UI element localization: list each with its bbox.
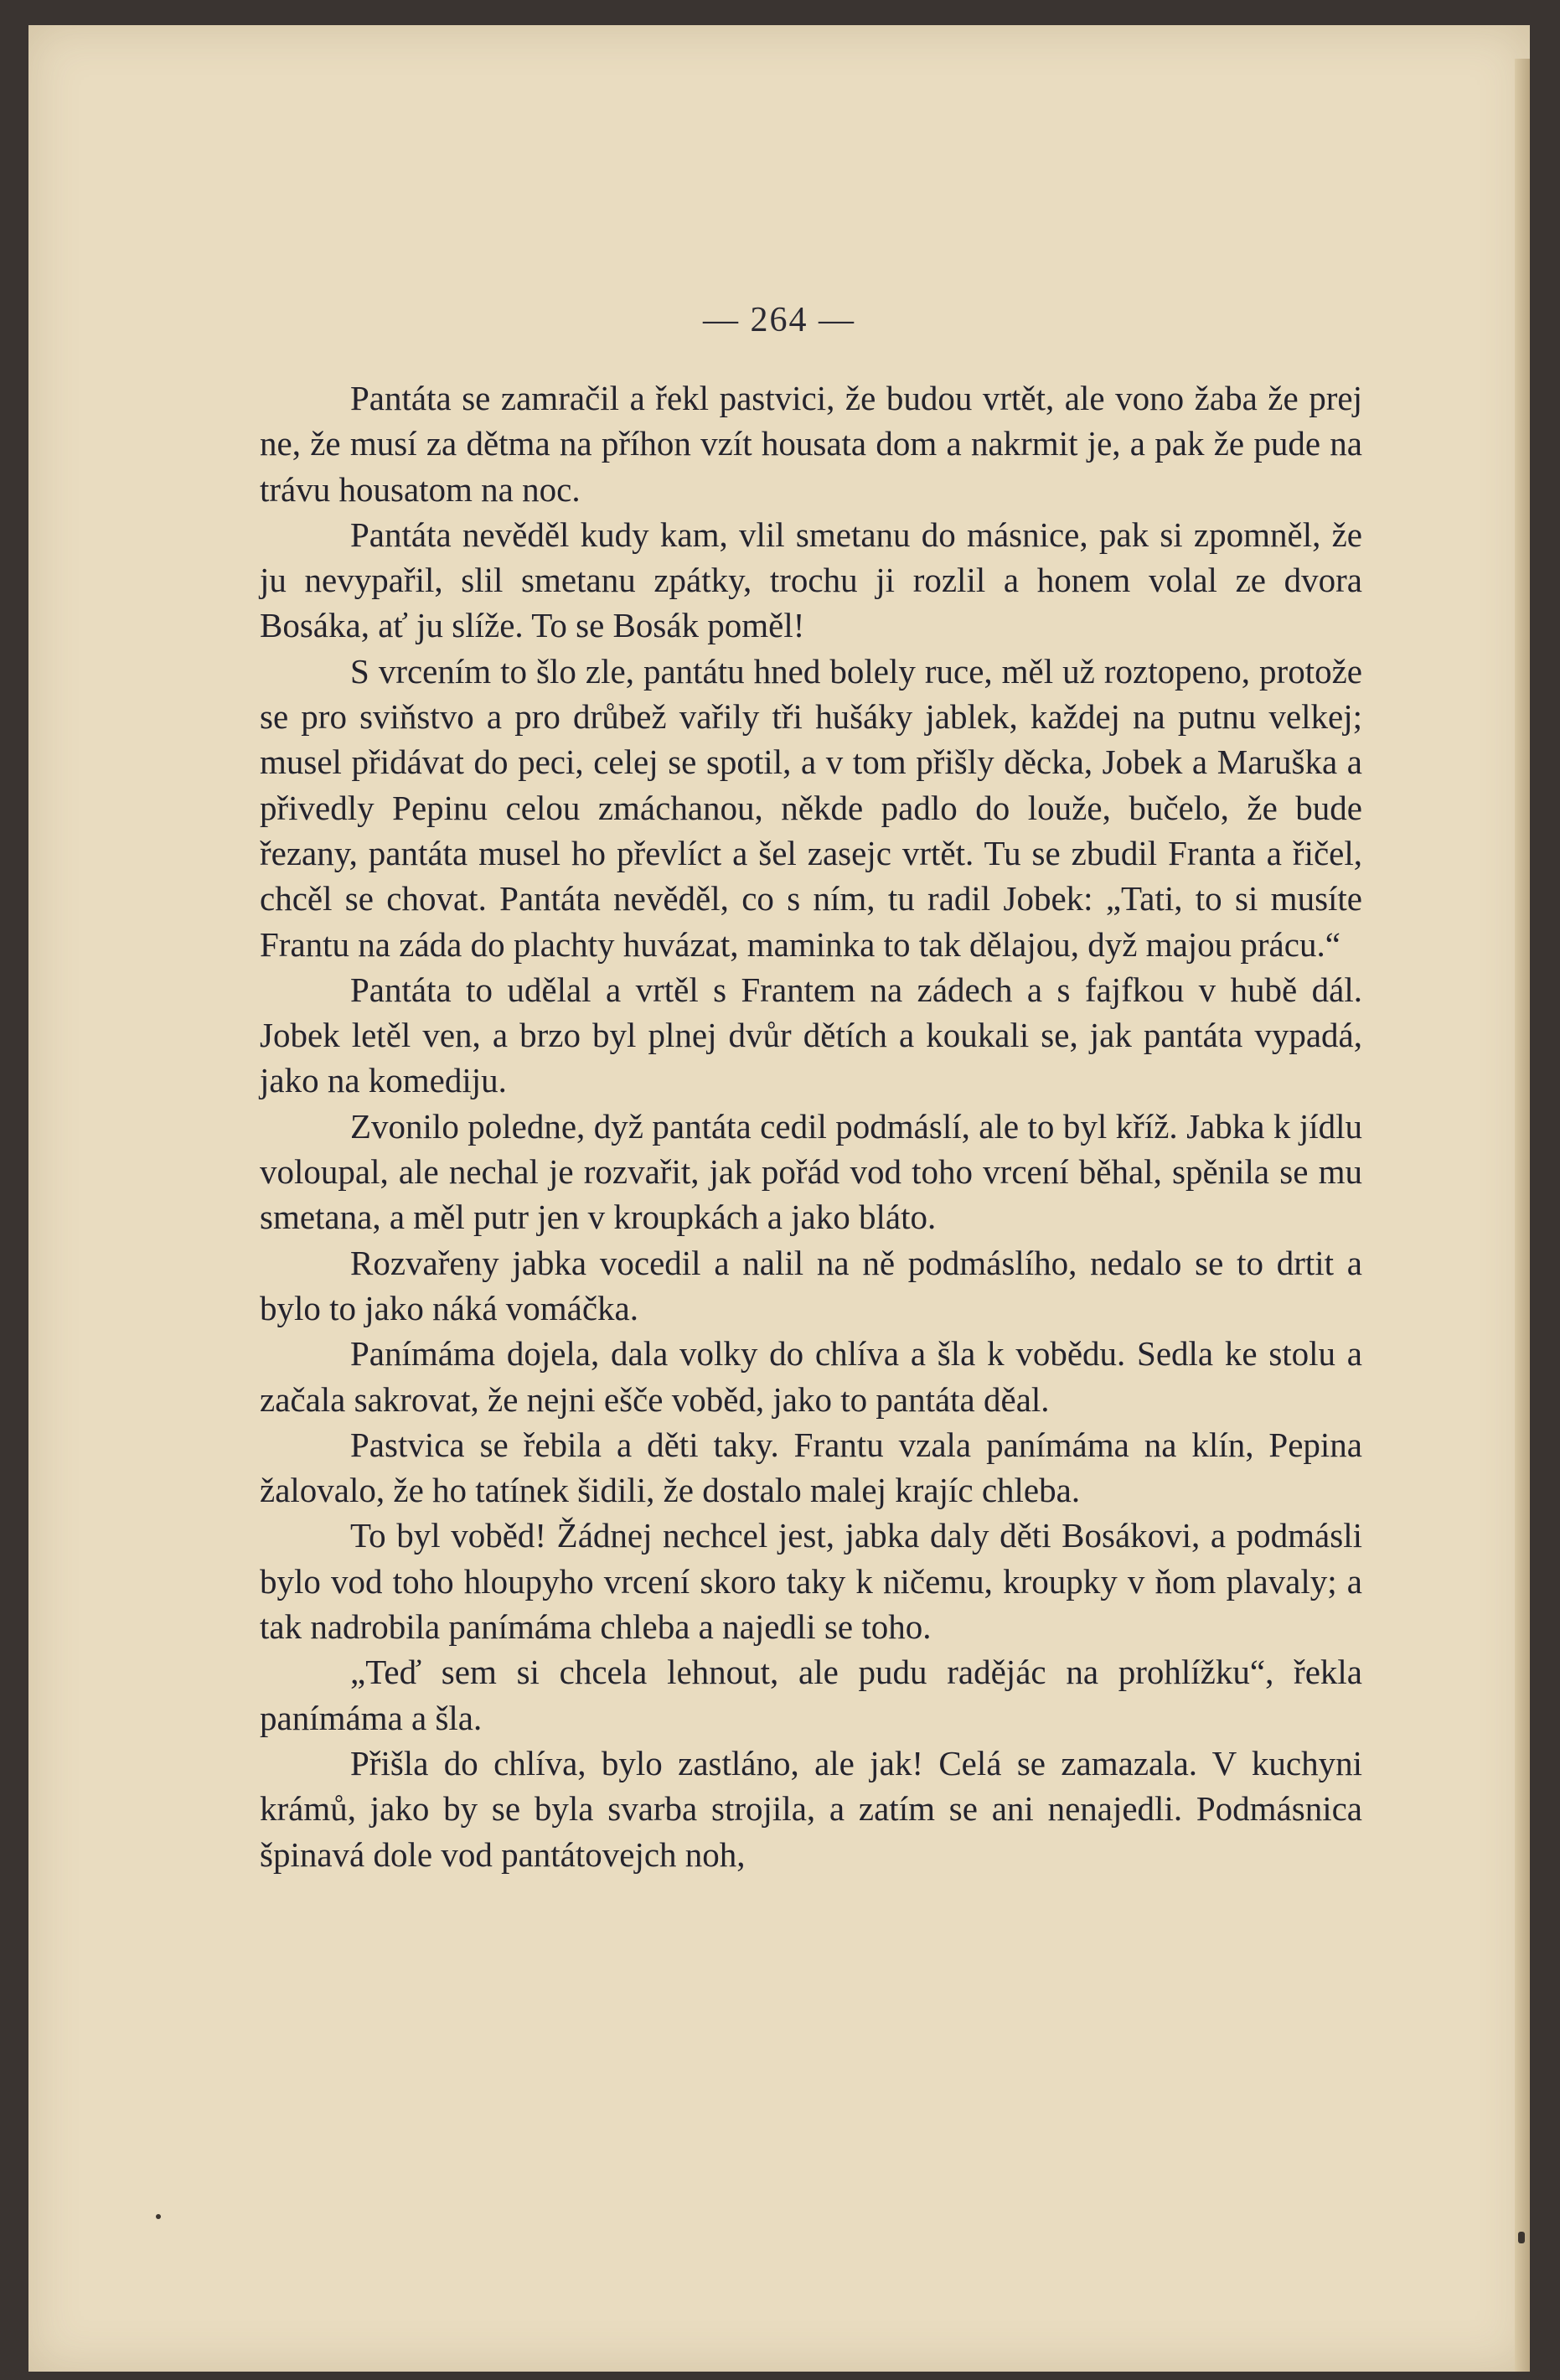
ink-speck (156, 2214, 161, 2219)
paragraph: Zvonilo poledne, dyž pantáta cedil podmáslí, ale to byl kříž. Jabka k jídlu voloupal, ale nechal je rozvařit, jak pořád vod toho vrcení běhal, spěnila se mu smetana, a měl putr jen v kroupkách a jako bláto. (260, 1106, 1362, 1237)
book-page (28, 25, 1530, 2372)
body-text (260, 375, 1362, 1877)
paragraph: „Teď sem si chcela lehnout, ale pudu radějác na prohlížku“, řekla panímáma a šla. (260, 1653, 1362, 1737)
paragraph: Rozvařeny jabka vocedil a nalil na ně podmáslího, nedalo se to drtit a bylo to jako náká vomáčka. (260, 1243, 1362, 1327)
page-edge (1515, 59, 1530, 2372)
ink-speck (1518, 2232, 1525, 2243)
paragraph: S vrcením to šlo zle, pantátu hned bolely ruce, měl už roztopeno, protože se pro sviňstvo a pro drůbež vařily tři hušáky jablek, každej na putnu velkej; musel přidávat do peci, celej se spotil, a v tom přišly děcka, Jobek a Maruška a přivedly Pepinu celou zmáchanou, někde padlo do louže, bučelo, že bude řezany, pantáta musel ho převlíct a šel zasejc vrtět. Tu se zbudil Franta a řičel, chcěl se chovat. Pantáta nevěděl, co s ním, tu radil Jobek: „Tati, to si musíte Frantu na záda do plachty huvázat, maminka to tak dělajou, dyž majou prácu.“ (260, 651, 1362, 964)
paragraph: Panímáma dojela, dala volky do chlíva a šla k vobědu. Sedla ke stolu a začala sakrovat, že nejni ešče voběd, jako to pantáta děal. (260, 1334, 1362, 1419)
page-number: — 264 — (703, 301, 855, 339)
paragraph: Přišla do chlíva, bylo zastláno, ale jak! Celá se zamazala. V kuchyni krámů, jako by se byla svarba strojila, a zatím se ani nenajedli. Podmásnica špinavá dole vod pantátovejch noh, (260, 1743, 1362, 1874)
paragraph: Pantáta nevěděl kudy kam, vlil smetanu do másnice, pak si zpomněl, že ju nevypařil, slil smetanu zpátky, trochu ji rozlil a honem volal ze dvora Bosáka, ať ju slíže. To se Bosák poměl! (260, 515, 1362, 645)
paragraph: Pastvica se řebila a děti taky. Frantu vzala panímáma na klín, Pepina žalovalo, že ho tatínek šidili, že dostalo malej krajíc chleba. (260, 1425, 1362, 1510)
paragraph: To byl voběd! Žádnej nechcel jest, jabka daly děti Bosákovi, a podmásli bylo vod toho hloupyho vrcení skoro taky k ničemu, kroupky v ňom plavaly; a tak nadrobila panímáma chleba a najedli se toho. (260, 1516, 1362, 1647)
paragraph: Pantáta se zamračil a řekl pastvici, že budou vrtět, ale vono žaba že prej ne, že musí za dětma na příhon vzít housata dom a nakrmit je, a pak že pude na trávu housatom na noc. (260, 379, 1362, 509)
paragraph: Pantáta to udělal a vrtěl s Frantem na zádech a s fajfkou v hubě dál. Jobek letěl ven, a brzo byl plnej dvůr dětích a koukali se, jak pantáta vypadá, jako na komediju. (260, 970, 1362, 1100)
